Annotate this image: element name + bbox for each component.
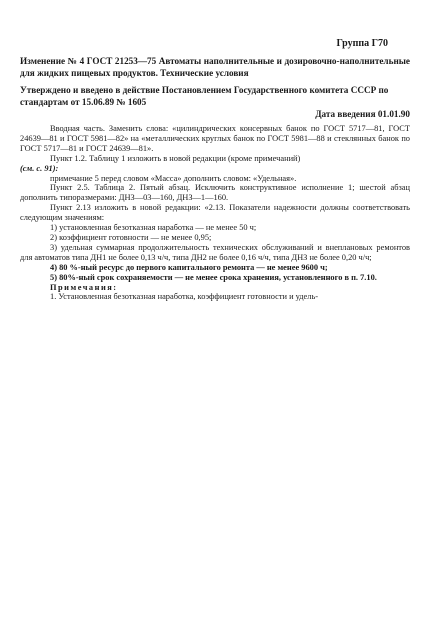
- notes-heading-text: Примечания:: [50, 282, 118, 292]
- document-body: [20, 124, 410, 302]
- paragraph-item-2-13: Пункт 2.13 изложить в новой редакции: «2.13. Показатели надежности должны соответствовать следующим значениям:: [20, 203, 410, 223]
- group-code: Группа Г70: [336, 38, 388, 49]
- list-item-1: 1) установленная безотказная наработка — не менее 50 ч;: [50, 223, 257, 233]
- notes-heading: [20, 283, 410, 293]
- paragraph-item-2-5: Пункт 2.5. Таблица 2. Пятый абзац. Исключить конструктивное исполнение 1; шестой абзац дополнить типоразмерами: ДНЗ—03—160, ДНЗ—1—160.: [20, 183, 410, 203]
- list-item-4: 4) 80 %-ный ресурс до первого капитального ремонта — не менее 9600 ч;: [50, 262, 328, 272]
- item-1-2-text: Пункт 1.2. Таблицу 1 изложить в новой редакции (кроме примечаний): [50, 153, 301, 163]
- approval-statement: Утверждено и введено в действие Постановлением Государственного комитета СССР по стандартам от 15.06.89 № 1605: [20, 85, 389, 107]
- see-page-ref: (см. с. 91):: [20, 163, 59, 173]
- list-item-2: 2) коэффициент готовности — не менее 0,95;: [50, 232, 212, 242]
- list-item-3: 3) удельная суммарная продолжительность технических обслуживаний и внеплановых ремонтов для автоматов типа ДН1 не более 0,13 ч/ч, типа ДН2 не более 0,16 ч/ч, типа ДНЗ не более 0,20 ч/ч;: [20, 242, 410, 262]
- amendment-title: Изменение № 4 ГОСТ 21253—75 Автоматы наполнительные и дозировочно-наполнительные для жидких пищевых продуктов. Технические условия: [20, 56, 410, 78]
- note-1: 1. Установленная безотказная наработка, коэффициент готовности и удель-: [50, 292, 319, 302]
- effective-date: Дата введения 01.01.90: [315, 109, 410, 119]
- paragraph-note-5: примечание 5 перед словом «Масса» дополнить словом: «Удельная».: [50, 173, 297, 183]
- paragraph-intro: Вводная часть. Заменить слова: «цилиндрических консервных банок по ГОСТ 5717—81, ГОСТ 24639—81 и ГОСТ 5981—82» на «металлических круглых банок по ГОСТ 5981—88 и стеклянных банок по ГОСТ 5717—81 и ГОСТ 24639—81».: [20, 124, 410, 153]
- paragraph-item-1-2: [20, 154, 410, 164]
- list-item-5: 5) 80%-ный срок сохраняемости — не менее срока хранения, установленного в п. 7.10.: [50, 272, 377, 282]
